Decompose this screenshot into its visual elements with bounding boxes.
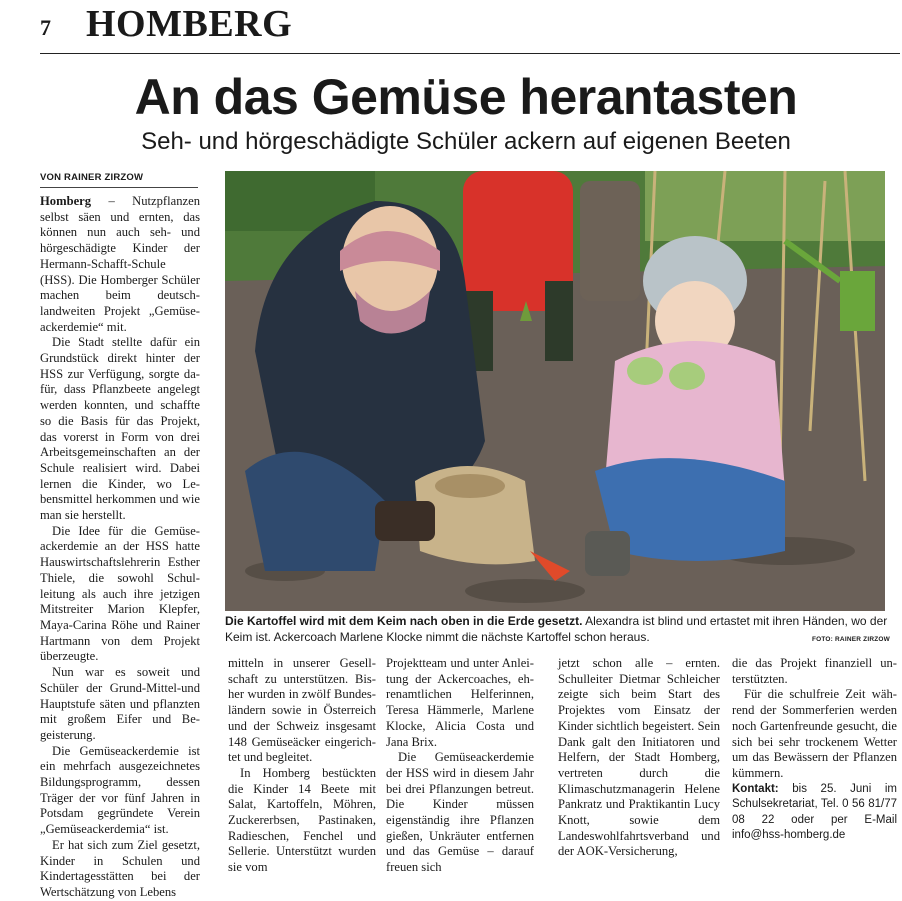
contact-label: Kontakt:: [732, 782, 779, 795]
paragraph: die das Projekt finanziell unterstützten.: [732, 656, 897, 686]
photo-illustration: [225, 171, 885, 611]
paragraph: jetzt schon alle – ernten. Schulleiter Dietmar Schleicher zeigte sich beim Start des Projektes vom Einsatz der Kinder sichtlich begeistert. Sein Dank galt den Initiatoren und Helfern, der Stadt Homberg, vertreten durch die Klimaschutzmanagerin Helene Pankratz und Praktikantin Lucy Knott, sowie dem Landeswohlfahrtsverband und der AOK-Versicherung,: [558, 656, 720, 859]
text-column-1: [40, 194, 200, 901]
subheadline: Seh- und hörgeschädigte Schüler ackern auf eigenen Beeten: [141, 128, 791, 155]
photo-caption: [225, 613, 890, 648]
paragraph: Nun war es soweit und Schüler der Grund-Mittel-und Hauptstufe säten und pflanzten mit großem Eifer und Begeisterung.: [40, 665, 200, 742]
dateline: Homberg: [40, 194, 92, 208]
header-rule: [40, 53, 900, 54]
article-photo: [225, 171, 885, 611]
paragraph: Die Stadt stellte dafür ein Grundstück direkt hinter der HSS zur Verfügung, sorgte dafür, dass Pflanzbeete angelegt werden konnten, und schaffte so die Basis für das Projekt, das vorerst in Form von drei Arbeitsgemeinschaften an der Schule realisiert wird. Dabei lernen die Kinder, wo Lebensmittel herkommen und wie man sie herstellt.: [40, 335, 200, 523]
section-title: HOMBERG: [86, 3, 293, 45]
text-column-2: [228, 656, 376, 876]
text-column-3: [386, 656, 534, 876]
text-column-4: [558, 656, 720, 860]
byline-rule: [40, 187, 198, 188]
contact-info: Kontakt: bis 25. Juni im Schulsekretariat, Tel. 0 56 81/77 08 22 oder per E-Mail info@hss-homberg.de: [732, 782, 897, 842]
photo-credit: FOTO: RAINER ZIRZOW: [811, 636, 890, 643]
caption-text: Alexandra ist blind und ertastet mit ihren Händen, wo der Keim ist. Ackercoach Marlene Klocke nimmt die nächste Kartoffel schon heraus.: [225, 614, 888, 644]
paragraph: Die Gemüseackerdemie ist ein mehrfach ausgezeichnetes Bildungsprogramm, dessen Träger der vor fünf Jahren in Potsdam gegründete Verein „Gemüseackerdemia“ ist.: [40, 743, 200, 837]
caption-lead: Die Kartoffel wird mit dem Keim nach oben in die Erde gesetzt.: [225, 614, 583, 628]
byline: VON RAINER ZIRZOW: [40, 172, 144, 183]
paragraph: Die Gemüseackerdemie der HSS wird in diesem Jahr bei drei Pflanzungen betreut. Die Kinder müssen eigenständig ihre Pflanzen gießen, Unkräuter entfernen und das Gemüse – darauf freuen sich: [386, 750, 534, 875]
paragraph: Er hat sich zum Ziel gesetzt, Kinder in Schulen und Kindertagesstätten bei der Wertschätzung von Lebens: [40, 837, 200, 899]
paragraph: In Homberg bestückten die Kinder 14 Beete mit Salat, Kartoffeln, Möhren, Zuckererbsen, Pastinaken, Radieschen, Fenchel und Sellerie. Unterstützt wurden sie vom: [228, 765, 376, 875]
page-number: 7: [40, 15, 51, 40]
paragraph: Die Idee für die Gemüseackerdemie an der HSS hatte Hauswirtschaftslehrerin Esther Thiele, die sowohl Schulleitung als auch ihre jetzigen Mitstreiter Marion Klepfer, Maya-Carina Röhe und Rainer Hartmann von dem Projekt überzeugte.: [40, 523, 200, 664]
paragraph: Für die schulfreie Zeit während der Sommerferien werden noch Gartenfreunde gesucht, die sich bei sehr trockenem Wetter um das Bewässern der Pflanzen kümmern.: [732, 687, 897, 780]
paragraph: mitteln in unserer Gesellschaft zu unterstützen. Bisher wurden in zwölf Bundesländern sowie in Österreich und der Schweiz insgesamt 148 Gemüseäcker eingerichtet und begleitet.: [228, 656, 376, 765]
headline: An das Gemüse herantasten: [134, 69, 798, 125]
paragraph: Homberg – Nutzpflanzen selbst säen und ernten, das können nun auch seh- und hörgeschädigte Kinder der Hermann-Schafft-Schule (HSS). Die Homberger Schüler machen beim deutschlandweiten Projekt „Gemüseackerdemie“ mit.: [40, 194, 200, 334]
text-column-5: [732, 656, 897, 844]
paragraph: Projektteam und unter Anleitung der Ackercoaches, ehrenamtlichen Helferinnen, Teresa Hämmerle, Marlene Klocke, Alicia Costa und Jana Brix.: [386, 656, 534, 749]
